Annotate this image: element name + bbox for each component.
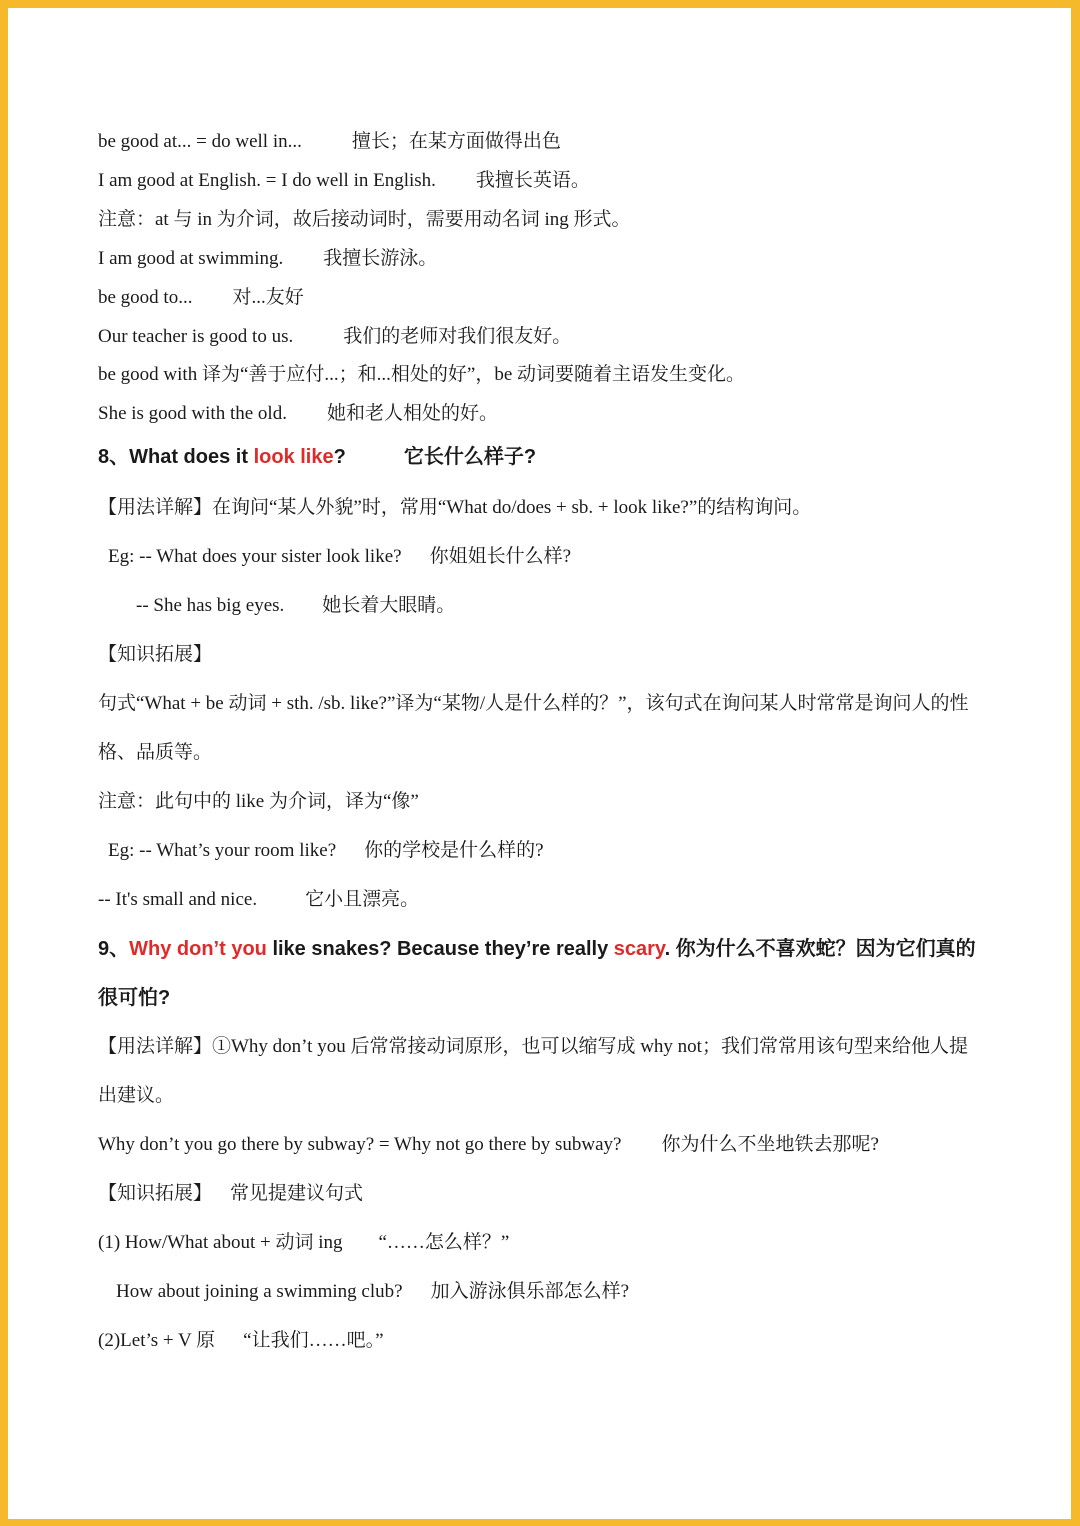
section-heading-8: 8、What does it look like? 它长什么样子?: [98, 446, 537, 468]
english-phrase: be good at... = do well in...: [98, 131, 302, 152]
english-example: She is good with the old.: [98, 403, 287, 424]
english-example: Eg: -- What’s your room like?: [108, 840, 337, 861]
english-example: I am good at swimming.: [98, 248, 284, 269]
pattern-line: [98, 1329, 384, 1353]
document-page: [8, 8, 1071, 1519]
usage-explanation: 出建议。: [98, 1085, 175, 1106]
chinese-meaning: “……怎么样？”: [378, 1232, 510, 1253]
section-label: 【知识拓展】: [98, 644, 213, 665]
example-line: [108, 545, 571, 569]
section-label: 【知识拓展】 常见提建议句式: [98, 1183, 364, 1204]
english-example: How about joining a swimming club?: [116, 1281, 403, 1302]
chinese-meaning: 对...友好: [232, 287, 304, 308]
english-example: Our teacher is good to us.: [98, 326, 294, 347]
chinese-translation: 我擅长英语。: [475, 170, 590, 191]
english-example: Eg: -- What does your sister look like?: [108, 546, 402, 567]
section-heading-9: 9、Why don’t you like snakes? Because they’re really scary. 你为什么不喜欢蛇？因为它们真的: [98, 938, 976, 960]
chinese-translation: 她和老人相处的好。: [326, 403, 498, 424]
highlight-text: Why don’t you: [129, 938, 267, 960]
example-line: [98, 325, 571, 349]
chinese-translation: 你为什么不坐地铁去那呢?: [661, 1134, 879, 1155]
chinese-translation: 你的学校是什么样的?: [364, 840, 544, 861]
sentence-pattern: (1) How/What about + 动词 ing: [98, 1232, 343, 1253]
english-example: -- She has big eyes.: [136, 595, 285, 616]
note-line: 注意：此句中的 like 为介词，译为“像”: [98, 791, 419, 812]
chinese-translation: 我擅长游泳。: [323, 248, 438, 269]
chinese-translation: 我们的老师对我们很友好。: [343, 326, 572, 347]
pattern-line: [98, 1231, 509, 1255]
example-line: [98, 247, 437, 271]
usage-explanation: 【用法详解】①Why don’t you 后常常接动词原形，也可以缩写成 why not；我们常常用该句型来给他人提: [98, 1036, 968, 1057]
example-line: [98, 402, 498, 426]
example-line: [98, 169, 590, 193]
example-line: [98, 888, 419, 912]
sentence-pattern: (2)Let’s + V 原: [98, 1330, 216, 1351]
usage-explanation: 【用法详解】在询问“某人外貌”时，常用“What do/does + sb. + look like?”的结构询问。: [98, 497, 812, 518]
example-line: [98, 1133, 879, 1157]
example-line: [136, 594, 455, 618]
english-example: I am good at English. = I do well in English.: [98, 170, 436, 191]
chinese-meaning: “让我们……吧。”: [243, 1330, 384, 1351]
english-example: -- It's small and nice.: [98, 889, 258, 910]
chinese-translation: 你姐姐长什么样?: [429, 546, 571, 567]
example-line: [108, 839, 544, 863]
label-subtitle: 常见提建议句式: [230, 1183, 364, 1204]
note-line: be good with 译为“善于应付...；和...相处的好”，be 动词要随着主语发生变化。: [98, 364, 746, 385]
english-phrase: be good to...: [98, 287, 193, 308]
explanation-line: 句式“What + be 动词 + sth. /sb. like?”译为“某物/人是什么样的？”，该句式在询问某人时常常是询问人的性: [98, 693, 969, 714]
chinese-meaning: 擅长；在某方面做得出色: [351, 131, 561, 152]
explanation-line: 格、品质等。: [98, 742, 213, 763]
english-example: Why don’t you go there by subway? = Why not go there by subway?: [98, 1134, 622, 1155]
chinese-translation: 加入游泳俱乐部怎么样?: [430, 1281, 629, 1302]
note-line: 注意：at 与 in 为介词，故后接动词时，需要用动名词 ing 形式。: [98, 209, 631, 230]
phrase-line: [98, 130, 561, 154]
highlight-text: look like: [253, 446, 334, 468]
example-line: [116, 1280, 629, 1304]
phrase-line: [98, 286, 304, 310]
section-heading-9-cont: 很可怕?: [98, 987, 171, 1009]
heading-translation: 它长什么样子?: [403, 446, 537, 468]
highlight-text: scary: [613, 938, 665, 960]
chinese-translation: 它小且漂亮。: [305, 889, 420, 910]
chinese-translation: 她长着大眼睛。: [322, 595, 456, 616]
